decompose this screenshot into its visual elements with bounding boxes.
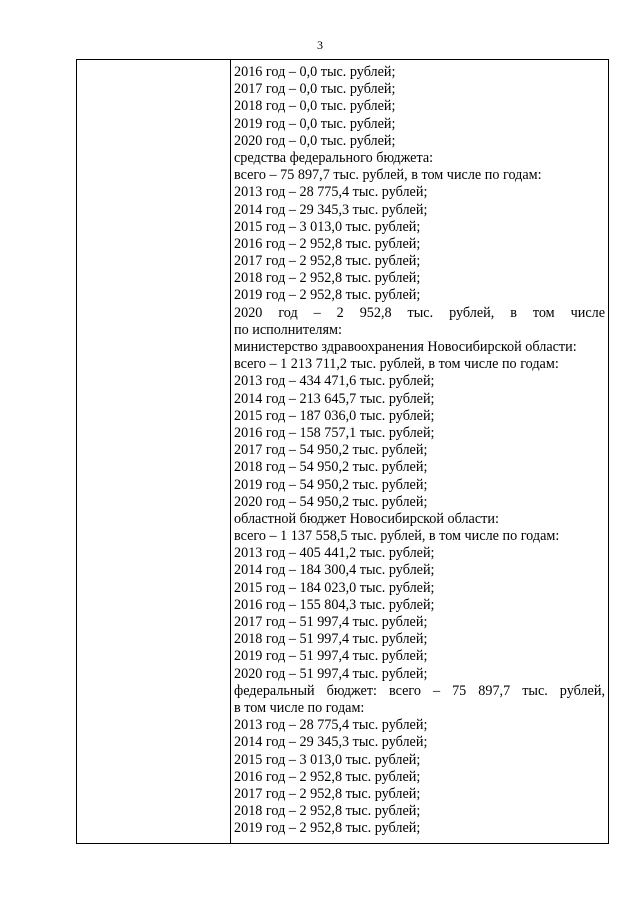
text-line: всего – 1 137 558,5 тыс. рублей, в том числе по годам: [234,528,560,545]
text-line: 2017 год – 0,0 тыс. рублей; [234,81,396,98]
text-line: областной бюджет Новосибирской области: [234,510,499,527]
text-line: всего – 75 897,7 тыс. рублей, в том числе по годам: [234,167,542,184]
text-line: 2018 год – 0,0 тыс. рублей; [234,98,396,115]
text-line: 2019 год – 54 950,2 тыс. рублей; [234,476,428,493]
text-line: 2014 год – 29 345,3 тыс. рублей; [234,734,428,751]
text-line: по исполнителям: [234,321,342,338]
text-line: 2016 год – 2 952,8 тыс. рублей; [234,768,421,785]
text-line: 2020 год – 2 952,8 тыс. рублей, в том числе [234,304,605,321]
text-line: 2017 год – 2 952,8 тыс. рублей; [234,785,421,802]
text-line: 2017 год – 2 952,8 тыс. рублей; [234,253,421,270]
text-line: 2013 год – 405 441,2 тыс. рублей; [234,545,435,562]
text-line: 2013 год – 28 775,4 тыс. рублей; [234,717,428,734]
text-line: 2014 год – 29 345,3 тыс. рублей; [234,201,428,218]
text-line: 2017 год – 54 950,2 тыс. рублей; [234,442,428,459]
text-line: 2013 год – 28 775,4 тыс. рублей; [234,184,428,201]
text-line: 2018 год – 51 997,4 тыс. рублей; [234,631,428,648]
text-line: 2016 год – 0,0 тыс. рублей; [234,64,396,80]
text-line: 2020 год – 54 950,2 тыс. рублей; [234,493,428,510]
text-line: 2015 год – 3 013,0 тыс. рублей; [234,218,421,235]
text-line: 2019 год – 51 997,4 тыс. рублей; [234,648,428,665]
text-line: 2017 год – 51 997,4 тыс. рублей; [234,614,428,630]
text-line: 2015 год – 184 023,0 тыс. рублей; [234,579,435,596]
text-line: 2019 год – 2 952,8 тыс. рублей; [234,287,421,304]
text-line: средства федерального бюджета: [234,149,434,166]
column-divider [230,60,231,843]
text-line: 2013 год – 434 471,6 тыс. рублей; [234,373,435,390]
text-line: 2015 год – 187 036,0 тыс. рублей; [234,407,435,424]
right-column-cell [234,64,605,837]
text-line: 2018 год – 2 952,8 тыс. рублей; [234,803,421,820]
document-table [76,59,609,844]
text-line: 2019 год – 0,0 тыс. рублей; [234,115,396,132]
page-number: 3 [317,38,323,52]
text-line: всего – 1 213 711,2 тыс. рублей, в том числе по годам: [234,356,559,373]
text-line: 2020 год – 51 997,4 тыс. рублей; [234,665,428,682]
text-line: в том числе по годам: [234,699,365,716]
text-line: 2014 год – 184 300,4 тыс. рублей; [234,562,435,579]
text-line: 2016 год – 2 952,8 тыс. рублей; [234,235,421,252]
text-line: 2018 год – 2 952,8 тыс. рублей; [234,270,421,287]
text-line: 2018 год – 54 950,2 тыс. рублей; [234,459,428,476]
text-line: 2014 год – 213 645,7 тыс. рублей; [234,390,435,407]
text-line: 2016 год – 158 757,1 тыс. рублей; [234,424,435,441]
text-line: 2015 год – 3 013,0 тыс. рублей; [234,751,421,768]
text-line: федеральный бюджет: всего – 75 897,7 тыс. рублей, [234,682,605,699]
text-line: 2020 год – 0,0 тыс. рублей; [234,132,396,149]
text-line: 2019 год – 2 952,8 тыс. рублей; [234,820,421,837]
text-line: 2016 год – 155 804,3 тыс. рублей; [234,596,435,613]
text-line: министерство здравоохранения Новосибирской области: [234,339,577,355]
